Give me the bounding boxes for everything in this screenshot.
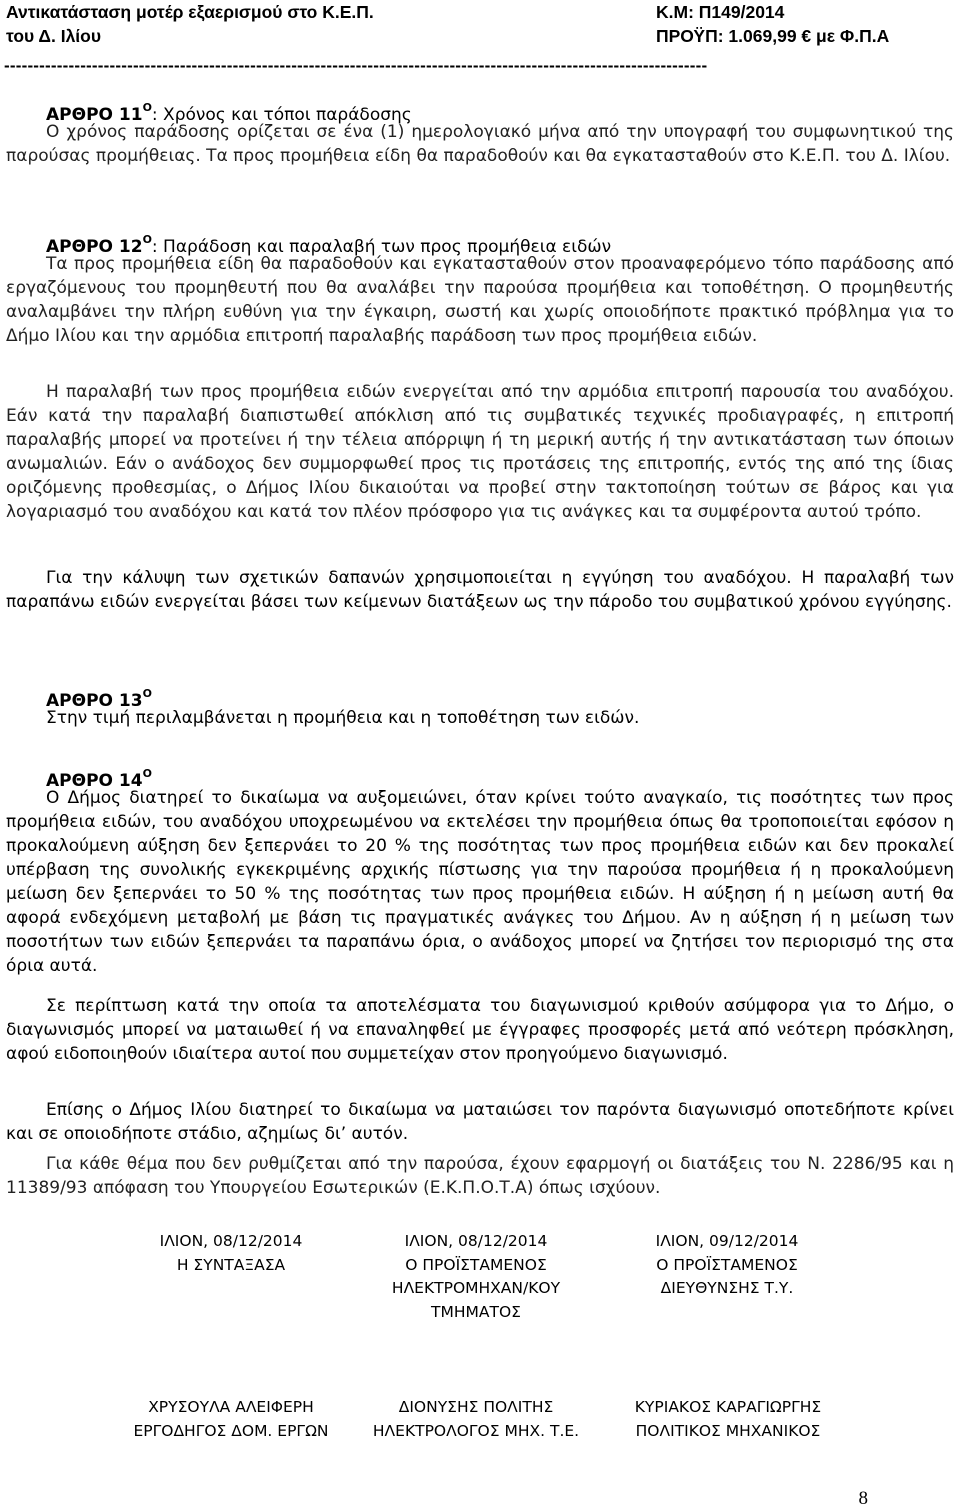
article-12-paragraph-3: Για την κάλυψη των σχετικών δαπανών χρησιμοποιείται η εγγύηση του αναδόχου. Η παραλαβή των παραπάνω ειδών ενεργείται βάσει των κείμενων διατάξεων ως την πάροδο του συμβατικού χρόνου εγγύησης. [6, 568, 954, 612]
header-budget: ΠΡΟΫΠ: 1.069,99 € με Φ.Π.Α [656, 26, 890, 46]
article-14-paragraph-3: Επίσης ο Δήμος Ιλίου διατηρεί το δικαίωμα να ματαιώσει τον παρόντα διαγωνισμό οποτεδήποτε κρίνει και σε οποιοδήποτε στάδιο, αζημίως δι’ αυτόν. [6, 1100, 954, 1144]
signature-block-drafter [118, 1230, 344, 1277]
signer-name: ΧΡΥΣΟΥΛΑ ΑΛΕΙΦΕΡΗ [148, 1398, 314, 1416]
article-12-title: : Παράδοση και παραλαβή των προς προμήθεια ειδών [151, 237, 612, 257]
article-14-number: ΑΡΘΡΟ 14 [46, 771, 143, 791]
signer-name: ΔΙΟΝΥΣΗΣ ΠΟΛΙΤΗΣ [398, 1398, 554, 1416]
article-13-number: ΑΡΘΡΟ 13 [46, 691, 143, 711]
signature-role: Ο ΠΡΟΪΣΤΑΜΕΝΟΣ [405, 1255, 547, 1274]
article-12-paragraph-2: Η παραλαβή των προς προμήθεια ειδών ενεργείται από την αρμόδια επιτροπή παρουσία του αναδόχου. Εάν κατά την παραλαβή διαπιστωθεί απόκλιση από τις συμβατικές τεχνικές προδιαγραφές, η επιτροπή παραλαβής μπορεί να προτείνει ή την τέλεια απόρριψη ή τη μερική αυτής ή την αντικατάσταση των όποιων ανωμαλιών. Εάν ο ανάδοχος δεν συμμορφωθεί προς τις προτάσεις της επιτροπής, εντός της από της ίδιας οριζόμενης προθεσμίας, ο Δήμος Ιλίου δικαιούται να προβεί στην τακτοποίηση τούτων σε βάρος και για λογαριασμό του αναδόχου και κατά τον πλέον πρόσφορο για τις ανάγκες και τα συμφέροντα αυτού τρόπο. [6, 382, 954, 522]
article-14-paragraph-4: Για κάθε θέμα που δεν ρυθμίζεται από την παρούσα, έχουν εφαρμογή οι διατάξεις του Ν. 2286/95 και η 11389/93 απόφαση του Υπουργείου Εσωτερικών (Ε.Κ.Π.Ο.Τ.Α) όπως ισχύουν. [6, 1154, 954, 1198]
signer-drafter [108, 1396, 354, 1443]
article-11-body: Ο χρόνος παράδοσης ορίζεται σε ένα (1) ημερολογιακό μήνα από την υπογραφή του συμφωνητικού της παρούσας προμήθειας. Τα προς προμήθεια είδη θα παραδοθούν και θα εγκατασταθούν στο Κ.Ε.Π. του Δ. Ιλίου. [6, 122, 954, 166]
signature-role-unit: ΤΜΗΜΑΤΟΣ [431, 1302, 521, 1321]
signature-role: Ο ΠΡΟΪΣΤΑΜΕΝΟΣ [656, 1255, 798, 1274]
article-12-number: ΑΡΘΡΟ 12 [46, 237, 143, 257]
signer-name: ΚΥΡΙΑΚΟΣ ΚΑΡΑΓΙΩΡΓΗΣ [634, 1398, 822, 1416]
page-number: 8 [858, 1488, 868, 1509]
signature-date: ΙΛΙΟΝ, 08/12/2014 [159, 1232, 303, 1250]
signature-date: ΙΛΙΟΝ, 09/12/2014 [655, 1232, 799, 1250]
signer-title: ΗΛΕΚΤΡΟΛΟΓΟΣ ΜΗΧ. Τ.Ε. [372, 1421, 580, 1440]
header-municipality: του Δ. Ιλίου [6, 26, 102, 46]
header-separator: ------------------------------------------------------------------------------------------------------------------------ [4, 56, 708, 75]
article-14-paragraph-2: Σε περίπτωση κατά την οποία τα αποτελέσματα του διαγωνισμού κριθούν ασύμφορα για το Δήμο, ο διαγωνισμός μπορεί να ματαιωθεί ή να επαναληφθεί με έγγραφες προσφορές μετά από νεότερη πρόσκληση, αφού ειδοποιηθούν ιδιαίτερα αυτοί που συμμετείχαν στον προηγούμενο διαγωνισμό. [6, 996, 954, 1064]
signature-block-em-head [360, 1230, 592, 1324]
article-14-paragraph-1: Ο Δήμος διατηρεί το δικαίωμα να αυξομειώνει, όταν κρίνει τούτο αναγκαίο, τις ποσότητες των προς προμήθεια ειδών, του αναδόχου υποχρεωμένου να εκτελέσει την προμήθεια όπως θα τροποποιείται εφόσον η προκαλούμενη αύξηση δεν ξεπερνάει το 20 % της ποσότητας των προς προμήθεια ειδών και δεν προκαλεί υπέρβαση της συνολικής εγκεκριμένης αρχικής πίστωσης για την παρούσα προμήθεια ή η προκαλούμενη μείωση δεν ξεπερνάει το 50 % της ποσότητας των προς προμήθεια ειδών. Η αύξηση ή η μείωση αυτή θα αφορά ενδεχόμενη μεταβολή με βάση τις πραγματικές ανάγκες του Δήμου. Αν η αύξηση ή η μείωση των ποσοτήτων των ειδών ξεπερνάει τα παραπάνω όρια, ο ανάδοχος μπορεί να ζητήσει τον περιορισμό της στα όρια αυτά. [6, 788, 954, 976]
article-11-number: ΑΡΘΡΟ 11 [46, 105, 143, 125]
article-11-sup: Ο [142, 101, 152, 114]
signer-director [600, 1396, 856, 1443]
article-11-title: : Χρόνος και τόποι παράδοσης [151, 105, 412, 125]
article-13-sup: Ο [142, 687, 152, 700]
article-13-body: Στην τιμή περιλαμβάνεται η προμήθεια και η τοποθέτηση των ειδών. [46, 708, 640, 728]
signature-date: ΙΛΙΟΝ, 08/12/2014 [404, 1232, 548, 1250]
header-project-title: Αντικατάσταση μοτέρ εξαερισμού στο Κ.Ε.Π. [6, 2, 374, 22]
signer-em-head [356, 1396, 596, 1443]
signer-title: ΕΡΓΟΔΗΓΟΣ ΔΟΜ. ΕΡΓΩΝ [133, 1421, 329, 1440]
document-header [6, 0, 954, 48]
header-project-code: Κ.Μ: Π149/2014 [656, 2, 785, 22]
signature-role-dept: ΗΛΕΚΤΡΟΜΗΧΑΝ/ΚΟΥ [391, 1279, 561, 1297]
signer-title: ΠΟΛΙΤΙΚΟΣ ΜΗΧΑΝΙΚΟΣ [635, 1421, 821, 1440]
signature-role-dept: ΔΙΕΥΘΥΝΣΗΣ Τ.Υ. [660, 1279, 794, 1297]
article-14-sup: Ο [142, 767, 152, 780]
article-12-sup: Ο [142, 233, 152, 246]
article-12-paragraph-1: Τα προς προμήθεια είδη θα παραδοθούν και εγκατασταθούν στον προαναφερόμενο τόπο παράδοσης από εργαζόμενους του προμηθευτή που θα αναλάβει την παρούσα προμήθεια και τοποθέτηση. Ο προμηθευτής αναλαμβάνει την πλήρη ευθύνη για την έγκαιρη, σωστή και χωρίς οποιοδήποτε πρακτικό πρόβλημα για το Δήμο Ιλίου και την αρμόδια επιτροπή παραλαβής παράδοση των προς προμήθεια ειδών. [6, 254, 954, 346]
signature-block-director [608, 1230, 846, 1301]
signature-role: Η ΣΥΝΤΑΞΑΣΑ [176, 1255, 286, 1274]
